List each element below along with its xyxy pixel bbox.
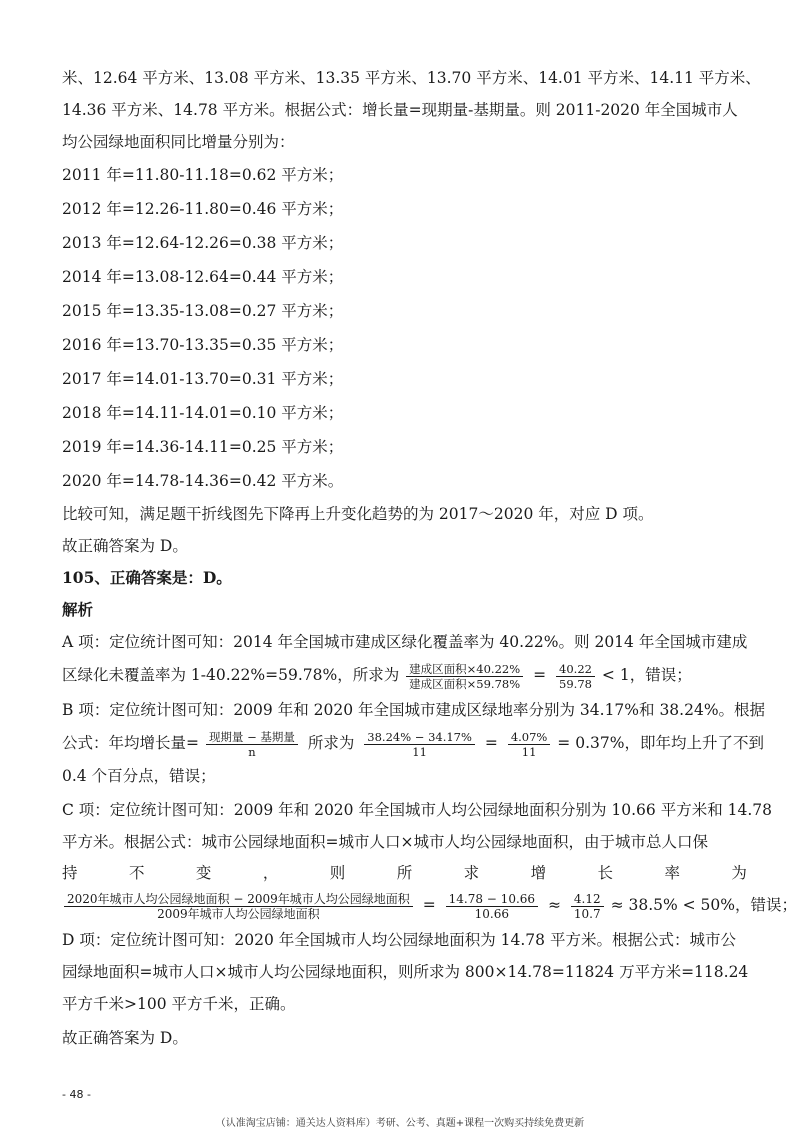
calc-line: 2013 年=12.64-12.26=0.38 平方米； <box>62 234 344 252</box>
option-c-spread-line <box>62 858 747 888</box>
option-a-post: ，错误； <box>629 666 692 684</box>
fraction-denominator: 59.78 <box>559 676 592 691</box>
fraction-numerator: 40.22 <box>556 662 595 677</box>
option-b-post: ，即年均上升了不到 <box>624 734 764 752</box>
option-c-post: ，错误； <box>735 896 798 914</box>
compare-conclusion: 比较可知，满足题干折线图先下降再上升变化趋势的为 2017～2020 年，对应 D 项。 <box>62 505 654 523</box>
equals-sign: = <box>422 896 436 914</box>
fraction-numerator: 4.07% <box>508 730 551 745</box>
option-b-line-2 <box>62 726 764 760</box>
intro-line-1: 米、12.64 平方米、13.08 平方米、13.35 平方米、13.70 平方米、14.01 平方米、14.11 平方米、 <box>62 69 761 87</box>
spread-char: 则 <box>329 864 346 882</box>
spread-char: 为 <box>731 864 747 882</box>
spread-char: 率 <box>664 864 680 882</box>
question-105-heading: 105、正确答案是：D。 <box>62 568 232 587</box>
fraction-denominator: 2009年城市人均公园绿地面积 <box>157 906 320 921</box>
page-footer: （认准淘宝店铺：通关达人资料库）考研、公考、真题+课程一次购买持续免费更新 <box>215 1118 585 1129</box>
fraction-numerator: 建成区面积×40.22% <box>406 662 523 677</box>
spread-char: 持 <box>62 864 78 882</box>
fraction-denominator: 11 <box>521 744 537 759</box>
calc-line: 2012 年=12.26-11.80=0.46 平方米； <box>62 200 344 218</box>
equals-sign: = <box>533 666 547 684</box>
option-c-tail: ≈ 38.5% < 50% <box>610 896 736 914</box>
equals-sign: = <box>484 734 498 752</box>
fraction-numerator: 38.24% − 34.17% <box>364 730 475 745</box>
fraction-denominator: n <box>248 744 256 759</box>
spread-char: 求 <box>463 864 480 882</box>
intro-line-2: 14.36 平方米、14.78 平方米。根据公式：增长量=现期量-基期量。则 2011-2020 年全国城市人 <box>62 101 738 119</box>
option-a-line-1: A 项：定位统计图可知：2014 年全国城市建成区绿化覆盖率为 40.22%。则 2014 年全国城市建成 <box>62 633 748 651</box>
option-c-fraction-2 <box>446 892 538 921</box>
option-b-mid: 所求为 <box>307 734 355 752</box>
spread-char: 不 <box>128 864 145 882</box>
option-b-line-3: 0.4 个百分点，错误； <box>62 767 216 785</box>
calc-line: 2016 年=13.70-13.35=0.35 平方米； <box>62 336 344 354</box>
option-b-line-1: B 项：定位统计图可知：2009 年和 2020 年全国城市建成区绿地率分别为 34.17%和 38.24%。根据 <box>62 701 766 719</box>
option-a-fraction-2 <box>556 662 595 691</box>
calc-line: 2019 年=14.36-14.11=0.25 平方米； <box>62 438 344 456</box>
option-d-line-2: 园绿地面积=城市人口×城市人均公园绿地面积，则所求为 800×14.78=11824 万平方米=118.24 <box>62 963 749 981</box>
calc-line: 2015 年=13.35-13.08=0.27 平方米； <box>62 302 344 320</box>
option-b-fraction-3 <box>508 730 551 759</box>
page-number: - 48 - <box>62 1088 91 1101</box>
fraction-denominator: 10.66 <box>474 906 510 921</box>
option-c-fraction-1 <box>64 892 413 921</box>
spread-char: 变 <box>195 864 212 882</box>
analysis-heading: 解析 <box>62 600 94 619</box>
calc-line: 2018 年=14.11-14.01=0.10 平方米； <box>62 404 344 422</box>
answer-105: 故正确答案为 D。 <box>62 1029 188 1047</box>
option-b-fraction-2 <box>364 730 475 759</box>
option-b-fraction-1 <box>206 730 298 759</box>
option-b-tail: = 0.37% <box>557 734 625 752</box>
option-c-formula <box>62 888 798 922</box>
option-a-pre: 区绿化未覆盖率为 1-40.22%=59.78%，所求为 <box>62 666 400 684</box>
intro-line-3: 均公园绿地面积同比增量分别为： <box>62 133 295 151</box>
fraction-denominator: 建成区面积×59.78% <box>409 676 521 691</box>
option-d-line-3: 平方千米>100 平方千米，正确。 <box>62 995 296 1013</box>
option-c-line-2: 平方米。根据公式：城市公园绿地面积=城市人口×城市人均公园绿地面积，由于城市总人口保 <box>62 833 708 851</box>
approx-sign: ≈ <box>547 896 561 914</box>
fraction-numerator: 现期量 − 基期量 <box>206 730 298 745</box>
calc-line: 2020 年=14.78-14.36=0.42 平方米。 <box>62 472 344 490</box>
option-d-line-1: D 项：定位统计图可知：2020 年全国城市人均公园绿地面积为 14.78 平方米。根据公式：城市公 <box>62 931 736 949</box>
fraction-numerator: 2020年城市人均公园绿地面积 − 2009年城市人均公园绿地面积 <box>64 892 413 907</box>
calc-line: 2017 年=14.01-13.70=0.31 平方米； <box>62 370 344 388</box>
option-c-fraction-3 <box>571 892 604 921</box>
option-c-line-1: C 项：定位统计图可知：2009 年和 2020 年全国城市人均公园绿地面积分别为 10.66 平方米和 14.78 <box>62 801 772 819</box>
spread-char: 增 <box>530 864 547 882</box>
option-a-tail: < 1 <box>601 666 630 684</box>
spread-char: 长 <box>597 864 614 882</box>
fraction-numerator: 14.78 − 10.66 <box>446 892 538 907</box>
spread-char: ， <box>262 864 279 882</box>
option-b-pre: 公式：年均增长量= <box>62 734 199 752</box>
fraction-denominator: 10.7 <box>573 906 601 921</box>
calculation-list <box>62 158 747 498</box>
spread-char: 所 <box>396 864 413 882</box>
fraction-denominator: 11 <box>412 744 427 759</box>
calc-line: 2011 年=11.80-11.18=0.62 平方米； <box>62 166 344 184</box>
document-page <box>62 62 798 1054</box>
answer-104: 故正确答案为 D。 <box>62 537 188 555</box>
calc-line: 2014 年=13.08-12.64=0.44 平方米； <box>62 268 344 286</box>
fraction-numerator: 4.12 <box>571 892 604 907</box>
option-a-line-2 <box>62 658 747 692</box>
option-a-fraction-1 <box>406 662 523 691</box>
